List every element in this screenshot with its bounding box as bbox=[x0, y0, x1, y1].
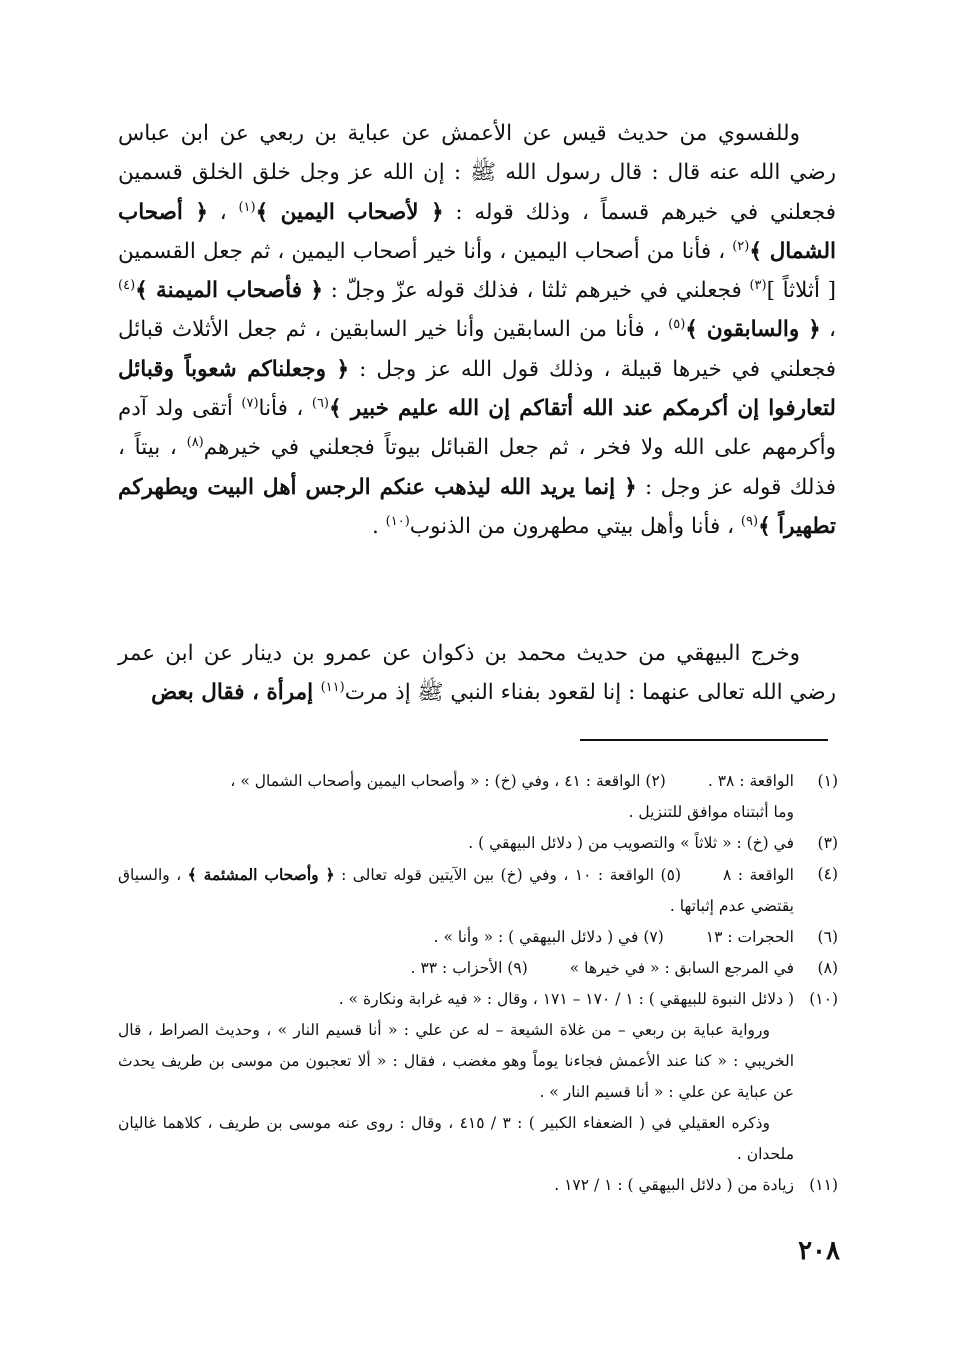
footnote-commentary-2 bbox=[118, 1108, 838, 1170]
footnote-part: الواقعة : ٨ bbox=[723, 866, 794, 884]
footnote-marker: (١٠) bbox=[385, 513, 410, 529]
text-run: ، بيتاً ، فذلك قوله عز وجل : bbox=[118, 435, 837, 500]
footnote-part: ، والسياق يقتضي عدم إثباتها . bbox=[118, 866, 794, 915]
text-run: أتقى ولد آدم وأكرمهم على الله ولا فخر ، ثم جعل القبائل بيوتاً فجعلني في خيرهم bbox=[118, 396, 836, 461]
footnote-10 bbox=[118, 984, 838, 1015]
page-number: ٢٠٨ bbox=[798, 1236, 840, 1266]
footnote-4-5 bbox=[118, 859, 838, 922]
footnote-number: (١٠) bbox=[809, 990, 838, 1008]
footnote-part: في المرجع السابق : « في خيرها » bbox=[569, 959, 794, 977]
footnote-marker: (٦) bbox=[311, 395, 329, 411]
text-run: ، bbox=[207, 199, 239, 225]
footnote-number: (٣) bbox=[817, 834, 838, 852]
footnote-part: وما أثبتناه موافق للتنزيل . bbox=[628, 803, 794, 821]
text-run: ، bbox=[820, 317, 836, 343]
quran-quote: ﴿ أصحاب الشمال ﴾ bbox=[118, 199, 836, 264]
footnote-number: (٤) bbox=[817, 865, 838, 883]
text-run: ، فأنا من أصحاب اليمين ، وأنا خير أصحاب اليمين ، ثم جعل القسمين [ أثلاثاً ] bbox=[118, 238, 837, 304]
footnote-commentary-1 bbox=[118, 1015, 838, 1108]
footnote-text: ورواية عباية بن ربعي – من غلاة الشيعة – له عن علي : « أنا قسيم النار » ، وحديث الصراط ، قال الخريبي : « كنا عند الأعمش فجاءنا يوماً وهو مغضب ، فقال : « ألا تعجبون من موسى بن طريف يحدث عن عباية عن علي : « أنا قسيم النار » . bbox=[118, 1021, 794, 1101]
text-run: إمرأة ، فقال بعض bbox=[151, 680, 321, 706]
footnote-marker: (٢) bbox=[732, 238, 750, 254]
footnote-number: (٨) bbox=[817, 959, 838, 977]
footnote-number: (١١) bbox=[809, 1176, 838, 1194]
quran-quote: ﴿ لأصحاب اليمين ﴾ bbox=[255, 199, 444, 225]
footnote-separator bbox=[580, 739, 828, 741]
footnote-part: (٢) الواقعة : ٤١ ، وفي (خ) : « وأصحاب اليمين وأصحاب الشمال » ، bbox=[230, 772, 666, 790]
footnote-marker: (١١) bbox=[320, 680, 345, 696]
text-run: ، فأنا من السابقين وأنا خير السابقين ، ثم جعل الأثلاث قبائل فجعلني في خيرها قبيلة ، وذلك قول الله عز وجل : bbox=[118, 317, 836, 382]
footnote-text: في (خ) : « ثلاثاً » والتصويب من ( دلائل البيهقي ) . bbox=[468, 834, 794, 852]
footnote-text bbox=[118, 922, 794, 953]
footnotes bbox=[118, 766, 838, 1201]
footnote-part: (٩) الأحزاب : ٣٣ . bbox=[410, 959, 528, 977]
main-paragraph-2 bbox=[118, 634, 836, 713]
footnote-marker: (٨) bbox=[186, 435, 204, 451]
quran-quote: ﴿ فأصحاب الميمنة ﴾ bbox=[135, 278, 323, 304]
quran-quote: ﴿ وجعلناكم شعوباً وقبائل لتعارفوا إن أكرمكم عند الله أتقاكم إن الله عليم خبير ﴾ bbox=[118, 356, 836, 422]
quran-quote: ﴿ وأصحاب المشئمة ﴾ bbox=[187, 865, 335, 884]
footnote-part: الواقعة : ٣٨ . bbox=[707, 772, 794, 790]
footnote-marker: (٣) bbox=[749, 278, 767, 294]
quran-quote: ﴿ إنما يريد الله ليذهب عنكم الرجس أهل البيت ويطهركم تطهيراً ﴾ bbox=[118, 474, 836, 539]
quran-quote: ﴿ والسابقون ﴾ bbox=[685, 317, 821, 343]
footnote-marker: (٩) bbox=[740, 513, 759, 529]
text-run: ، فأنا وأهل بيتي مطهرون من الذنوب bbox=[409, 513, 741, 539]
footnote-1-2 bbox=[118, 766, 838, 828]
text-run: وخرج البيهقي من حديث محمد بن ذكوان عن عمرو بن دينار عن ابن عمر رضي الله تعالى عنهما : إنا لقعود بفناء النبي ﷺ إذ مرت bbox=[118, 641, 836, 706]
footnote-part: (٥) الواقعة : ١٠ ، وفي (خ) بين الآيتين قوله تعالى : bbox=[334, 866, 681, 884]
footnote-text: زيادة من ( دلائل البيهقي ) : ١ / ١٧٢ . bbox=[554, 1176, 794, 1194]
footnote-8-9 bbox=[118, 953, 838, 984]
footnote-marker: (١) bbox=[238, 199, 256, 215]
footnote-marker: (٤) bbox=[118, 278, 136, 294]
footnote-number: (١) bbox=[817, 772, 838, 790]
text-run: . bbox=[372, 513, 386, 539]
footnote-11 bbox=[118, 1170, 838, 1201]
main-paragraph-1 bbox=[118, 114, 836, 546]
footnote-number: (٦) bbox=[817, 928, 838, 946]
footnote-part: الحجرات : ١٣ bbox=[705, 928, 794, 946]
footnote-text bbox=[118, 953, 794, 984]
footnote-text bbox=[118, 766, 794, 828]
footnote-text bbox=[118, 859, 794, 922]
footnote-marker: (٥) bbox=[668, 317, 686, 333]
text-run: فجعلني في خيرهم ثلثا ، فذلك قوله عزّ وجلّ : bbox=[322, 278, 750, 304]
footnote-3 bbox=[118, 828, 838, 859]
footnote-part: (٧) في ( دلائل البيهقي ) : « وأنا » . bbox=[433, 928, 664, 946]
text-run: ، فأنا bbox=[258, 396, 312, 422]
text-run: وللفسوي من حديث قيس عن الأعمش عن عباية بن ربعي عن ابن عباس رضي الله عنه قال : قال رسول الله ﷺ : إن الله عز وجل خلق الخلق قسمين فجعلني في خيرهم قسماً ، وذلك قوله : bbox=[118, 121, 837, 225]
footnote-text: ( دلائل النبوة للبيهقي ) : ١ / ١٧٠ – ١٧١ ، وقال : « فيه غرابة ونكارة » . bbox=[338, 990, 794, 1008]
footnote-text: وذكره العقيلي في ( الضعفاء الكبير ) : ٣ / ٤١٥ ، وقال : روى عنه موسى بن طريف ، كلاهما غاليان ملحدان . bbox=[118, 1114, 794, 1163]
footnote-marker: (٧) bbox=[241, 395, 259, 411]
footnote-6-7 bbox=[118, 922, 838, 953]
